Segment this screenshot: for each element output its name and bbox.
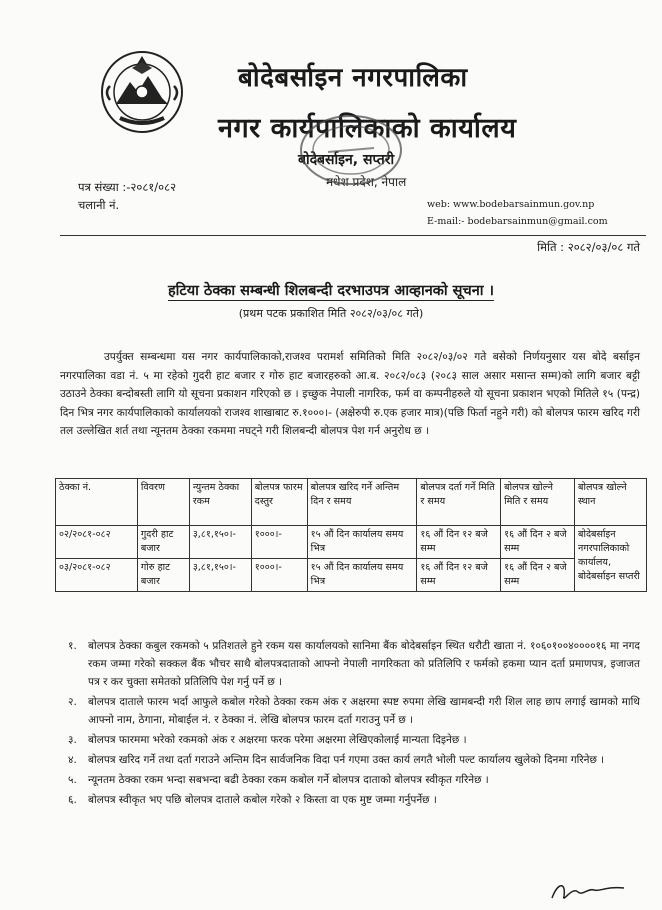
condition-text: बोलपत्र खरिद गर्ने तथा दर्ता गराउने अन्तिम दिन सार्वजनिक विदा पर्न गएमा उक्त कार्य लगतै भोली पल्ट कार्यालय खुलेको दिनमा गरिनेछ ।: [88, 754, 605, 766]
col-header: बोलपत्र खरिद गर्ने अन्तिम दिन र समय: [307, 479, 417, 526]
notice-title-text: हटिया ठेक्का सम्बन्धी शिलबन्दी दरभाउपत्र आव्हानको सूचना ।: [167, 283, 495, 299]
condition-text: बोलपत्र ठेक्का कबुल रकमको ५ प्रतिशतले हुने रकम यस कार्यालयको सानिमा बैंक बोदेबर्साइन स्थित धरौटी खाता नं. १०६०१००४००००१६ मा नगद रकम जम्मा गरेको सक्कल बैंक भौचर साथै बोलपत्रदाताको आफ्नो नेपाली नागरिकता को प्रतिलिपि र फर्मको हकमा प्यान दर्ता प्रमाणपत्र, इजाजत पत्र र कर चुक्ता समेतको प्रतिलिपि पेश गर्नु पर्ने छ ।: [88, 640, 640, 688]
table-cell: १०००।-: [251, 526, 307, 559]
dispatch-number: चलानी नं.: [78, 198, 120, 212]
table-cell: १६ औं दिन १२ बजे सम्म: [417, 559, 501, 592]
list-item: [68, 751, 640, 769]
table-cell: १६ औं दिन २ बजे सम्म: [501, 559, 575, 592]
table-row: [56, 559, 647, 592]
notice-title: [0, 280, 662, 300]
list-item: [68, 771, 640, 789]
condition-number: २.: [68, 696, 77, 708]
conditions-list: [68, 637, 640, 811]
col-header: बोलपत्र फारम दस्तुर: [251, 479, 307, 526]
col-header: बोलपत्र दर्ता गर्ने मिति र समय: [417, 479, 501, 526]
condition-number: ३.: [68, 734, 77, 746]
col-header: ठेक्का नं.: [56, 479, 138, 526]
address-line1: बोदेबर्साइन, सप्तरी: [298, 152, 395, 168]
list-item: [68, 637, 640, 691]
list-item: [68, 791, 640, 809]
notice-date: मिति : २०८२/०३/०८ गते: [537, 240, 640, 254]
condition-number: ६.: [68, 794, 77, 806]
tender-table: [55, 478, 647, 592]
condition-text: बोलपत्र फारममा भरेको रकमको अंक र अक्षरमा फरक परेमा अक्षरमा लेखिएकोलाई मान्यता दिइनेछ ।: [88, 734, 467, 746]
website-link[interactable]: web: www.bodebarsainmun.gov.np: [427, 199, 595, 210]
address-line2: मधेश प्रदेश, नेपाल: [326, 175, 407, 189]
table-cell: १५ औं दिन कार्यालय समय भित्र: [307, 559, 417, 592]
table-cell: गुदरी हाट बजार: [137, 526, 189, 559]
notice-subtitle: (प्रथम पटक प्रकाशित मिति २०८२/०३/०८ गते): [238, 307, 424, 320]
col-header: बोलपत्र खोल्ने स्थान: [575, 479, 647, 526]
table-cell: १५ औं दिन कार्यालय समय भित्र: [307, 526, 417, 559]
condition-text: न्यूनतम ठेक्का रकम भन्दा सबभन्दा बढी ठेक्का रकम कबोल गर्ने बोलपत्र दाताको बोलपत्र स्वीकृत गरिनेछ ।: [88, 774, 489, 786]
office-stamp-icon: [298, 112, 407, 189]
nepal-emblem-icon: [96, 46, 188, 138]
table-cell: ३,८१,१५०।-: [189, 559, 251, 592]
list-item: [68, 693, 640, 729]
condition-text: बोलपत्र दाताले फारम भर्दा आफुले कबोल गरेको ठेक्का रकम अंक र अक्षरमा स्पष्ट रुपमा लेखि खामबन्दी गरी शिल लाह छाप लगाई खामको माथि आफ्नो नाम, ठेगाना, मोबाईल नं. र ठेक्का नं. लेखि बोलपत्र फारम दर्ता गराउनु पर्ने छ ।: [88, 696, 640, 726]
header-divider: [60, 235, 646, 236]
condition-text: बोलपत्र स्वीकृत भए पछि बोलपत्र दाताले कबोल गरेको २ किस्ता वा एक मुष्ट जम्मा गर्नुपर्नेछ ।: [88, 794, 437, 806]
org-name: बोदेबर्साइन नगरपालिका: [238, 63, 468, 93]
condition-number: ४.: [68, 754, 77, 766]
table-cell: १६ औं दिन १२ बजे सम्म: [417, 526, 501, 559]
condition-number: ५.: [68, 774, 77, 786]
table-cell: ०२/२०८१-०८२: [56, 526, 138, 559]
table-cell: गोरु हाट बजार: [137, 559, 189, 592]
notice-body-text: उपर्युक्त सम्बन्धमा यस नगर कार्यपालिकाको,राजश्व परामर्श समितिको मिति २०८२/०३/०२ गते बसेको निर्णयनुसार यस बोदे बर्साइन नगरपालिका वडा नं. ५ मा रहेको गुदरी हाट बजार र गोरु हाट बजारहरुको आ.ब. २०८२/०८३ (२०८३ साल असार मसान्त सम्म)को लागि बजार बट्टी उठाउने ठेक्का बन्दोबस्ती लागि यो सूचना प्रकाशन गरिएको छ । इच्छुक नेपाली नागरिक, फर्म वा कम्पनीहरुले यो सूचना प्रकाशन भएको मितिले १५ (पन्द्र) दिन भित्र नगर कार्यपालिकाको कार्यालयको राजश्व शाखाबाट रु.१०००।- (अक्षेरुपी रु.एक हजार मात्र)(पछि फिर्ता नहुने गरी) को बोलपत्र फारम खरिद गरी तल उल्लेखित शर्त तथा न्यूनतम ठेक्का रकममा नघट्ने गरी शिलबन्दी बोलपत्र पेश गर्न अनुरोध छ ।: [60, 351, 640, 437]
table-row: [56, 526, 647, 559]
reference-block: [78, 178, 176, 214]
open-place-cell: बोदेबर्साइन नगरपालिकाको कार्यालय, बोदेबर्साइन सप्तरी: [575, 526, 647, 592]
col-header: विवरण: [137, 479, 189, 526]
table-cell: ३,८१,१५०।-: [189, 526, 251, 559]
table-header-row: [56, 479, 647, 526]
notice-body: [60, 348, 640, 441]
signature-icon: [548, 878, 628, 906]
email-link[interactable]: E-mail:- bodebarsainmun@gmail.com: [427, 216, 608, 227]
table-cell: १६ औं दिन २ बजे सम्म: [501, 526, 575, 559]
list-item: [68, 731, 640, 749]
contact-block: [427, 196, 608, 230]
table-cell: ०३/२०८१-०८२: [56, 559, 138, 592]
letter-number: पत्र संख्या :-२०८१/०८२: [78, 180, 177, 194]
col-header: बोलपत्र खोल्ने मिति र समय: [501, 479, 575, 526]
col-header: न्युन्तम ठेक्का रकम: [189, 479, 251, 526]
office-name: नगर कार्यपालिकाको कार्यालय: [218, 113, 517, 144]
table-cell: १०००।-: [251, 559, 307, 592]
condition-number: १.: [68, 640, 77, 652]
